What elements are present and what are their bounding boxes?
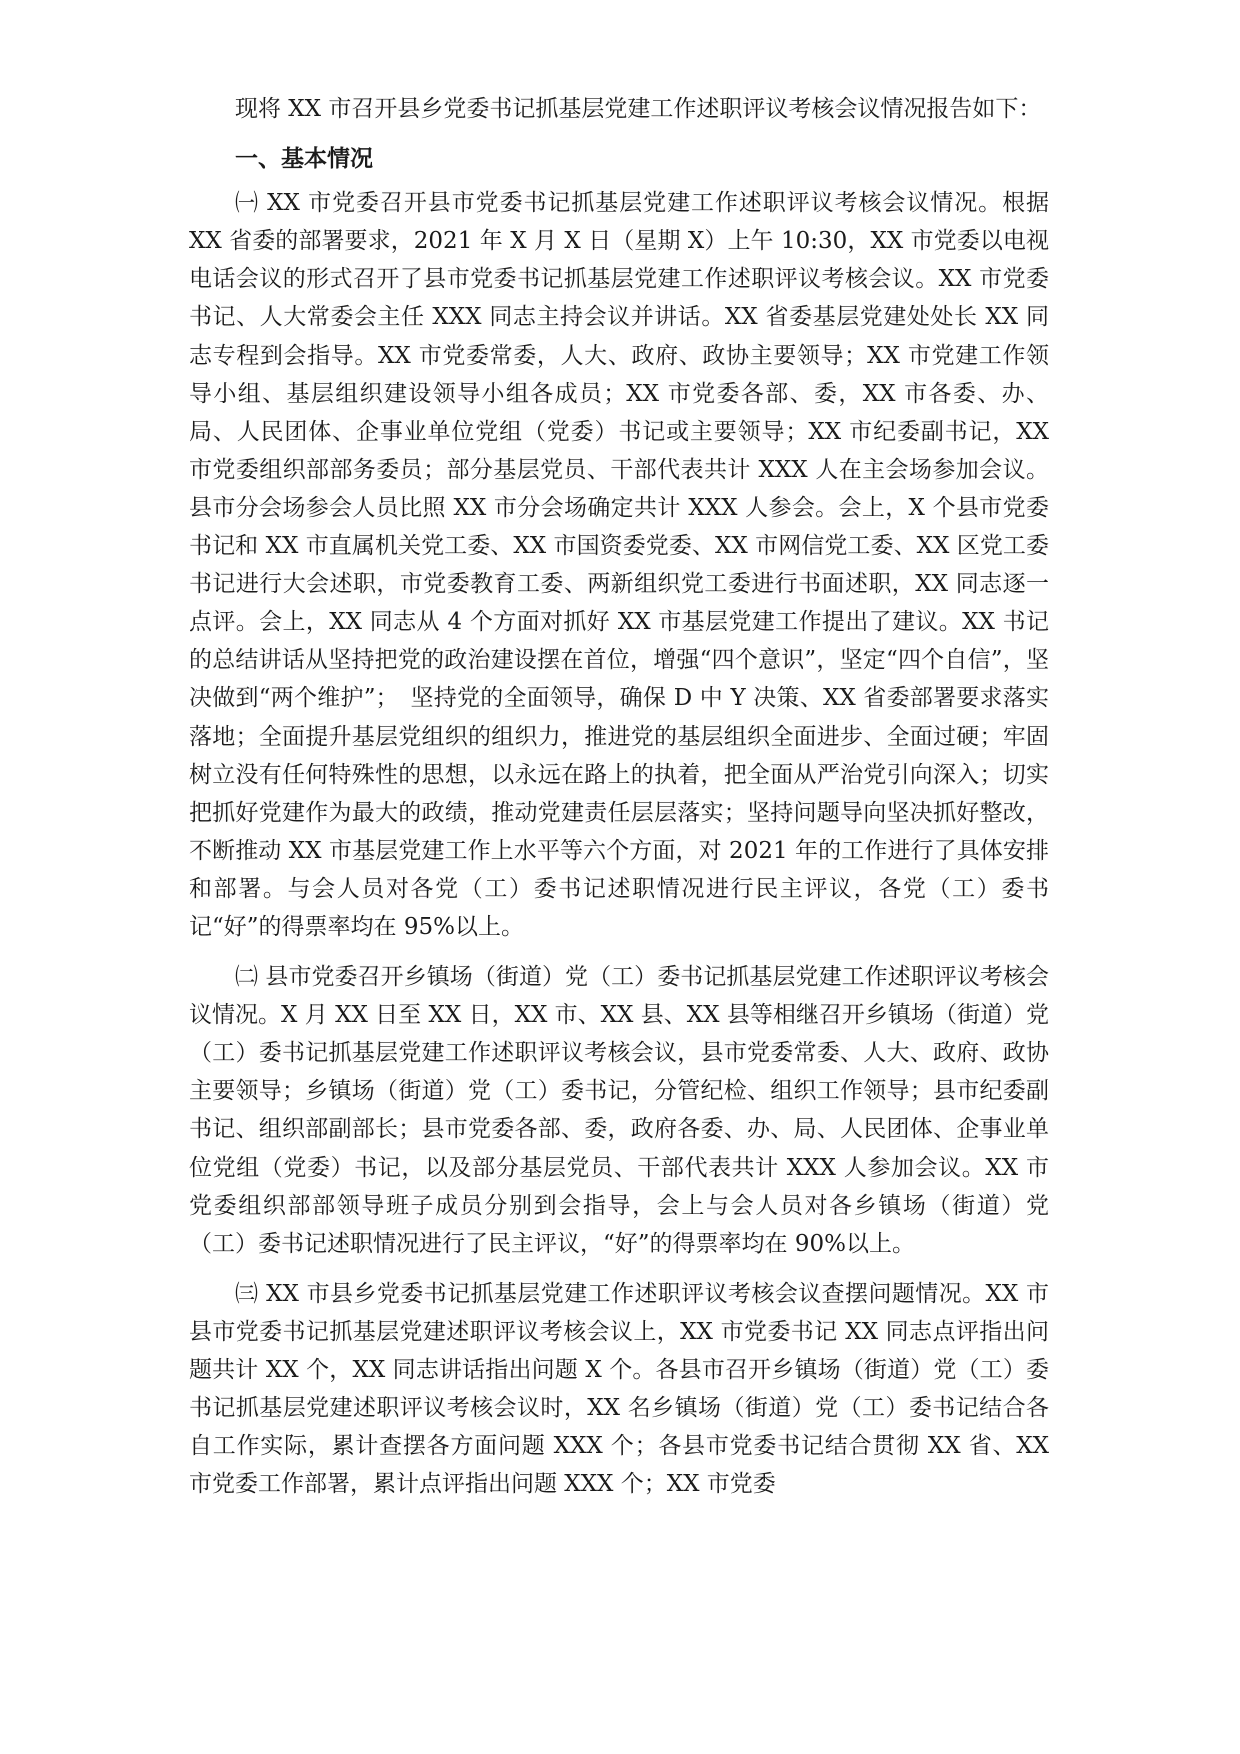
section-heading-basic-situation: 一、基本情况 bbox=[235, 146, 373, 173]
document-body bbox=[189, 90, 1049, 1503]
paragraph-2: ㈡ 县市党委召开乡镇场（街道）党（工）委书记抓基层党建工作述职评议考核会议情况。X 月 XX 日至 XX 日，XX 市、XX 县、XX 县等相继召开乡镇场（街道）党（工）委书记抓基层党建工作述职评议考核会议，县市党委常委、人大、政府、政协主要领导；乡镇场（街道）党（工）委书记，分管纪检、组织工作领导；县市纪委副书记、组织部副部长；县市党委各部、委，政府各委、办、局、人民团体、企事业单位党组（党委）书记，以及部分基层党员、干部代表共计 XXX 人参加会议。XX 市党委组织部部领导班子成员分别到会指导，会上与会人员对各乡镇场（街道）党（工）委书记述职情况进行了民主评议，“好”的得票率均在 90%以上。 bbox=[189, 964, 1049, 1257]
paragraph-1: ㈠ XX 市党委召开县市党委书记抓基层党建工作述职评议考核会议情况。根据 XX 省委的部署要求，2021 年 X 月 X 日（星期 X）上午 10:30，XX 市党委以电视电话会议的形式召开了县市党委书记抓基层党建工作述职评议考核会议。XX 市党委书记、人大常委会主任 XXX 同志主持会议并讲话。XX 省委基层党建处处长 XX 同志专程到会指导。XX 市党委常委，人大、政府、政协主要领导；XX 市党建工作领导小组、基层组织建设领导小组各成员；XX 市党委各部、委，XX 市各委、办、局、人民团体、企事业单位党组（党委）书记或主要领导；XX 市纪委副书记，XX 市党委组织部部务委员；部分基层党员、干部代表共计 XXX 人在主会场参加会议。县市分会场参会人员比照 XX 市分会场确定共计 XXX 人参会。会上，X 个县市党委书记和 XX 市直属机关党工委、XX 市国资委党委、XX 市网信党工委、XX 区党工委书记进行大会述职，市党委教育工委、两新组织党工委进行书面述职，XX 同志逐一点评。会上，XX 同志从 4 个方面对抓好 XX 市基层党建工作提出了建议。XX 书记的总结讲话从坚持把党的政治建设摆在首位，增强“四个意识”，坚定“四个自信”，坚决做到“两个维护”； 坚持党的全面领导，确保 D 中 Y 决策、XX 省委部署要求落实落地；全面提升基层党组织的组织力，推进党的基层组织全面进步、全面过硬；牢固树立没有任何特殊性的思想，以永远在路上的执着，把全面从严治党引向深入；切实把抓好党建作为最大的政绩，推动党建责任层层落实；坚持问题导向坚决抓好整改，不断推动 XX 市基层党建工作上水平等六个方面，对 2021 年的工作进行了具体安排和部署。与会人员对各党（工）委书记述职情况进行民主评议，各党（工）委书记“好”的得票率均在 95%以上。 bbox=[189, 190, 1049, 940]
intro-paragraph: 现将 XX 市召开县乡党委书记抓基层党建工作述职评议考核会议情况报告如下： bbox=[235, 96, 1042, 122]
paragraph-3: ㈢ XX 市县乡党委书记抓基层党建工作述职评议考核会议查摆问题情况。XX 市县市党委书记抓基层党建述职评议考核会议上，XX 市党委书记 XX 同志点评指出问题共计 XX 个，XX 同志讲话指出问题 X 个。各县市召开乡镇场（街道）党（工）委书记抓基层党建述职评议考核会议时，XX 名乡镇场（街道）党（工）委书记结合各自工作实际，累计查摆各方面问题 XXX 个；各县市党委书记结合贯彻 XX 省、XX 市党委工作部署，累计点评指出问题 XXX 个；XX 市党委 bbox=[189, 1280, 1049, 1498]
